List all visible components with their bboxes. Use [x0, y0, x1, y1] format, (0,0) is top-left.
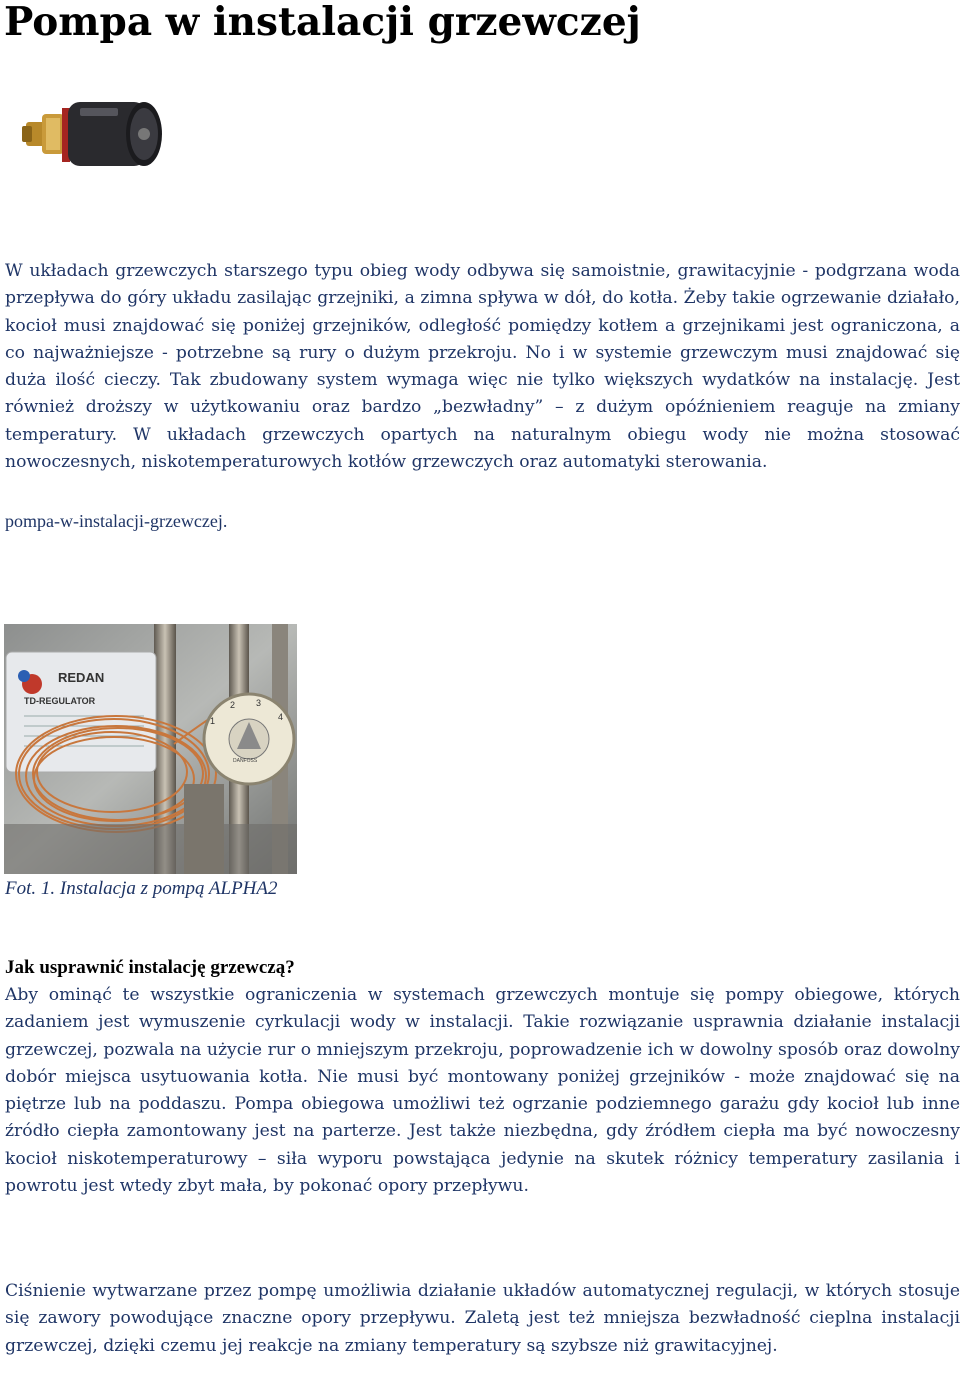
dial-number-1: 1: [210, 716, 216, 726]
dial-number-4: 4: [278, 712, 284, 722]
intro-paragraph: W układach grzewczych starszego typu obieg wody odbywa się samoistnie, grawitacyjnie - podgrzana woda przepływa do góry układu zasilając grzejniki, a zimna spływa w dół, do kotła. Żeby takie ogrzewanie działało, kocioł musi znajdować się poniżej grzejników, odległość pomiędzy kotłem a grzejnikami jest ograniczona, a co najważniejsze - potrzebne są rury o dużym przekroju. No i w systemie grzewczym musi znajdować się duża ilość cieczy. Tak zbudowany system wymaga więc nie tylko większych wydatków na instalację. Jest również droższy w użytkowaniu oraz bardzo „bezwładny” – z dużym opóźnieniem reaguje na zmiany temperatury. W układach grzewczych opartych na naturalnym obiegu wody nie można stosować nowoczesnych, niskotemperaturowych kotłów grzewczych oraz automatyki sterowania.: [5, 261, 960, 473]
pump-image: [20, 92, 165, 174]
image-link[interactable]: pompa-w-instalacji-grzewczej.: [5, 511, 228, 531]
page-title: Pompa w instalacji grzewczej: [4, 0, 641, 45]
dial-brand-label: DANFOSS: [233, 758, 258, 764]
section-heading: Jak usprawnić instalację grzewczą?: [5, 957, 295, 978]
dial-number-3: 3: [256, 698, 262, 708]
model-label: TD-REGULATOR: [24, 696, 96, 706]
photo-caption: Fot. 1. Instalacja z pompą ALPHA2: [5, 878, 278, 899]
installation-photo: [4, 624, 297, 874]
body-paragraph-3: Ciśnienie wytwarzane przez pompę umożliwia działanie układów automatycznej regulacji, w których stosuje się zawory powodujące znaczne opory przepływu. Zaletą jest też mniejsza bezwładność cieplna instalacji grzewczej, dzięki czemu jej reakcje na zmiany temperatury są szybsze niż grawitacyjnej.: [5, 1281, 960, 1356]
body-paragraph-2: Aby ominąć te wszystkie ograniczenia w systemach grzewczych montuje się pompy obiegowe, których zadaniem jest wymuszenie cyrkulacji wody w instalacji. Takie rozwiązanie usprawnia działanie instalacji grzewczej, pozwala na użycie rur o mniejszym przekroju, poprowadzenie ich w dowolny sposób oraz dowolny dobór miejsca usytuowania kotła. Nie musi być montowany poniżej grzejników - może znajdować się na piętrze lub na poddaszu. Pompa obiegowa umożliwi też ogrzanie podziemnego garażu gdy kocioł lub inne źródło ciepła zamontowany jest na parterze. Jest także niezbędna, gdy źródłem ciepła ma być nowoczesny kocioł niskotemperaturowy – siła wyporu powstająca jedynie na skutek różnicy temperatury zasilania i powrotu jest wtedy zbyt mała, by pokonać opory przepływu.: [5, 985, 960, 1197]
dial-number-2: 2: [230, 700, 236, 710]
brand-label: REDAN: [58, 670, 105, 685]
